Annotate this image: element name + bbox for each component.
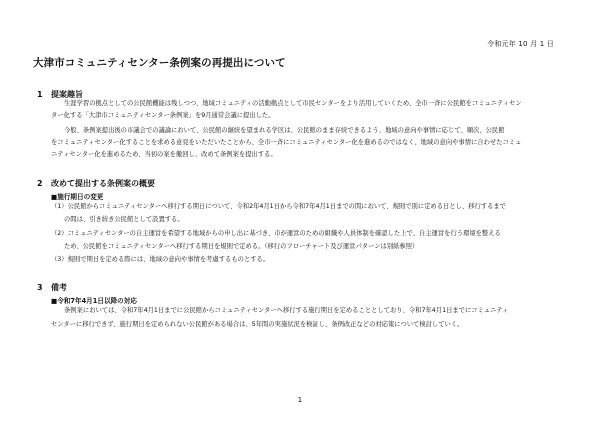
sec2-item3-line1: （3）規則で期日を定める際には、地域の意向や事情を考慮するものとする。 <box>51 256 270 263</box>
sec2-item1-line1: （1）公民館からコミュニティセンターへ移行する期日について、令和2年4月1日から令和7年4月1日までの間において、規則で別に定める日とし、移行するまで <box>51 203 506 210</box>
section-3-title: 備考 <box>51 283 67 292</box>
sec1-p2-line3: ニティセンター化を進めるため、当初の案を撤回し、改めて条例案を提出する。 <box>51 151 277 158</box>
sec3-p1-line1: 条例案においては、令和7年4月1日までに公民館からコミュニティセンターへ移行する施行期日を定めることとしており、令和7年4月1日までにコミュニティ <box>64 307 509 314</box>
sec1-p1-line2: ター化する「大津市コミュニティセンター条例案」を9月通常会議に提出した。 <box>51 112 275 119</box>
section-1-title: 提案趣旨 <box>51 90 83 99</box>
sec3-p1-line2: センターに移行できず、施行期日を定められない公民館がある場合は、5年間の実施状況を検証し、条例改正などの対応策について検討していく。 <box>51 321 464 328</box>
sec1-p2-line1: 今般、条例案提出後の市議会での議論において、公民館の継続を望まれる学区は、公民館のまま存続できるよう、地域の意向や事情に応じて、順次、公民館 <box>64 127 505 134</box>
document-title: 大津市コミュニティセンター条例案の再提出について <box>33 57 286 69</box>
sec2-item1-line2: の間は、引き続き公民館として設置する。 <box>64 216 184 223</box>
sec1-p2-line2: をコミュニティセンター化することを求める意見をいただいたことから、全市一斉にコミュニティセンター化を進めるのではなく、地域の意向や事情に合わせたコミュ <box>51 139 522 146</box>
section-1-number: 1 <box>37 90 43 99</box>
sec1-p1-line1: 生涯学習の拠点としての公民館機能は残しつつ、地域コミュニティの活動拠点として市民センターをより活用していくため、全市一斉に公民館をコミュニティセン <box>64 100 522 107</box>
section-2-heading <box>37 178 155 189</box>
sec2-item2-line1: （2）コミュニティセンターの自主運営を希望する地域からの申し出に基づき、市が運営のための組織や人員体制を確認した上で、自主運営を行う環境を整える <box>51 230 501 237</box>
section-3-heading <box>37 282 67 293</box>
document-date: 令和元年 10 月 1 日 <box>487 40 554 48</box>
section-2-title: 改めて提出する条例案の概要 <box>51 179 155 188</box>
section-2-number: 2 <box>37 179 43 188</box>
section-2-subheading: ■施行期日の変更 <box>51 193 104 201</box>
page-number: 1 <box>297 396 303 404</box>
section-3-number: 3 <box>37 283 43 292</box>
sec2-item2-line2: ため、公民館をコミュニティセンターへ移行する期日を規則で定める。（移行のフローチャート及び運営パターンは別紙参照） <box>64 243 419 250</box>
section-3-subheading: ■令和7年4月1日以降の対応 <box>51 297 137 305</box>
